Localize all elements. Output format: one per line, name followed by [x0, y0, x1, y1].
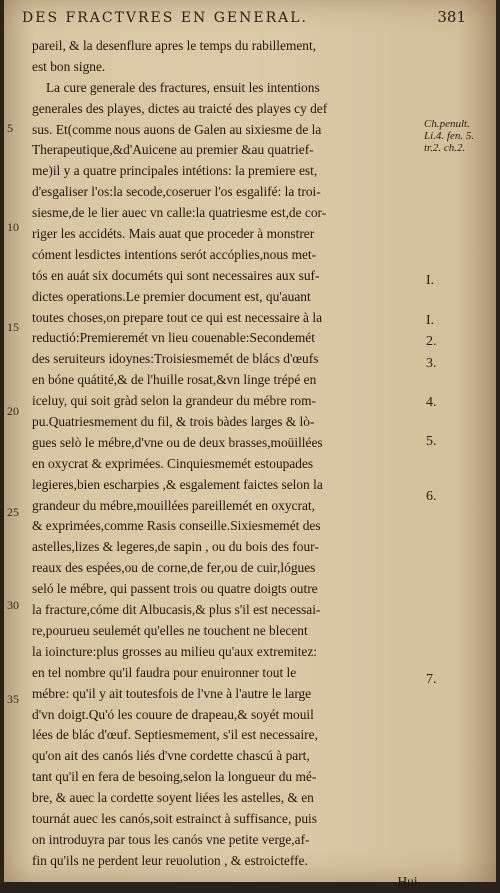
page-number: 381: [437, 8, 466, 26]
text-line: reductió:Premieremét vn lieu couenable:Secondemét: [32, 330, 315, 346]
text-line: generales des playes, dictes au traicté des playes cy def: [32, 100, 328, 116]
text-line: re,pourueu seulemét qu'elles ne touchent ne blecent: [32, 622, 308, 638]
line-marker: 25: [7, 505, 19, 519]
text-line: fin qu'ils ne perdent leur reuolution , & estroicteffe.: [32, 852, 308, 868]
document-number: 5.: [426, 434, 437, 449]
text-line: en tel nombre qu'il faudra pour enuironner tout le: [32, 664, 297, 680]
text-line: iceluy, qui soit gràd selon la grandeur du mébre rom-: [32, 393, 316, 409]
text-line: me)il y a quatre principales intétions: la premiere est,: [32, 163, 318, 179]
text-line: la fracture,cóme dit Albucasis,& plus s'il est necessai-: [32, 602, 321, 618]
page-header: [22, 6, 466, 32]
line-marker: 35: [7, 692, 19, 706]
line-marker: 5: [7, 121, 13, 135]
text-line: legieres,bien escharpies ,& esgalement faictes selon la: [32, 476, 323, 492]
document-number: 7.: [426, 672, 437, 687]
text-line: sus. Et(comme nous auons de Galen au sixiesme de la: [32, 121, 322, 137]
running-title: DES FRACTVRES EN GENERAL.: [22, 10, 309, 26]
text-line: mébre: qu'il y ait toutesfois de l'vne à l'autre le large: [32, 685, 312, 701]
document-number: 6.: [426, 489, 437, 504]
main-text-block: [32, 36, 422, 893]
text-line: seló le mébre, qui passent trois ou quatre doigts outre: [32, 581, 318, 597]
catchword: Hui-: [397, 873, 422, 889]
text-line: La cure generale des fractures, ensuit les intentions: [46, 79, 320, 95]
text-line: d'vn doigt.Qu'ó les couure de drapeau,& soyét mouil: [32, 706, 314, 722]
text-line: gues selò le mébre,d'vne ou de deux brasses,moüillées: [32, 434, 323, 450]
text-line: toutes choses,on prepare tout ce qui est necessaire à la: [32, 309, 323, 325]
marginal-reference-note: Ch.penult. Li.4. fen. 5. tr.2. ch.2.: [424, 118, 475, 154]
text-line: pu.Quatriesmement du fil, & trois bàdes larges & lò-: [32, 414, 315, 430]
text-line: d'esgaliser l'os:la secode,coseruer l'os esgalifé: la troi-: [32, 184, 321, 200]
text-line: en oxycrat & exprimées. Cinquiesmemét estoupades: [32, 455, 314, 471]
text-line: pareil, & la desenflure apres le temps du rabillement,: [32, 38, 317, 53]
text-line: riger les accidéts. Mais auat que proceder à monstrer: [32, 226, 315, 242]
text-line: qu'on ait des canós liés d'vne cordette chascú à part,: [32, 748, 310, 764]
line-marker: 20: [7, 404, 19, 418]
text-line: la ioincture:plus grosses au milieu qu'aux extremitez:: [32, 643, 318, 659]
text-line: bre, & auec la cordette soyent liées les astelles, & en: [32, 790, 314, 806]
text-line: tournát auec les canós,soit estrainct à suffisance, puis: [32, 810, 317, 826]
document-number: I.: [426, 273, 435, 288]
document-number: 4.: [426, 395, 437, 410]
text-line: tós en auát six documéts qui sont necessaires aux suf-: [32, 267, 320, 283]
text-line: dictes operations.Le premier document est, qu'auant: [32, 288, 311, 304]
text-line: des seruiteurs idoynes:Troisiesmemét de blács d'œufs: [32, 351, 319, 367]
text-line: siesme,de le lier auec vn calle:la quatriesme est,de cor-: [32, 205, 327, 221]
text-line: lées de blác d'œuf. Septiesmement, s'il est necessaire,: [32, 727, 318, 743]
document-number: 2.: [426, 334, 437, 349]
text-line: tant qu'il en fera de besoing,selon la longueur du mé-: [32, 769, 317, 785]
text-line: grandeur du mébre,mouillées pareillemét en oxycrat,: [32, 497, 315, 513]
book-page: [4, 0, 496, 889]
text-line: est bon signe.: [32, 58, 106, 74]
text-line: on introduyra par tous les canós vne petite verge,af-: [32, 831, 310, 847]
text-line: & exprimées,comme Rasis conseille.Sixiesmemét des: [32, 518, 321, 534]
document-number: I.: [426, 313, 435, 328]
text-line: Therapeutique,&d'Auicene au premier &au quatrief-: [32, 142, 314, 158]
text-line: reaux des espées,ou de corne,de fer,ou de cuir,lógues: [32, 560, 316, 576]
document-number: 3.: [426, 356, 437, 371]
text-line: cóment lesdictes intentions serót accóplies,nous met-: [32, 246, 317, 262]
line-marker: 30: [7, 598, 19, 612]
line-marker: 10: [7, 220, 19, 234]
text-line: astelles,lizes & legeres,de sapin , ou du bois des four-: [32, 539, 319, 555]
text-line: en bóne quátité,& de l'huille rosat,&vn linge trépé en: [32, 372, 317, 388]
line-marker: 15: [7, 320, 19, 334]
